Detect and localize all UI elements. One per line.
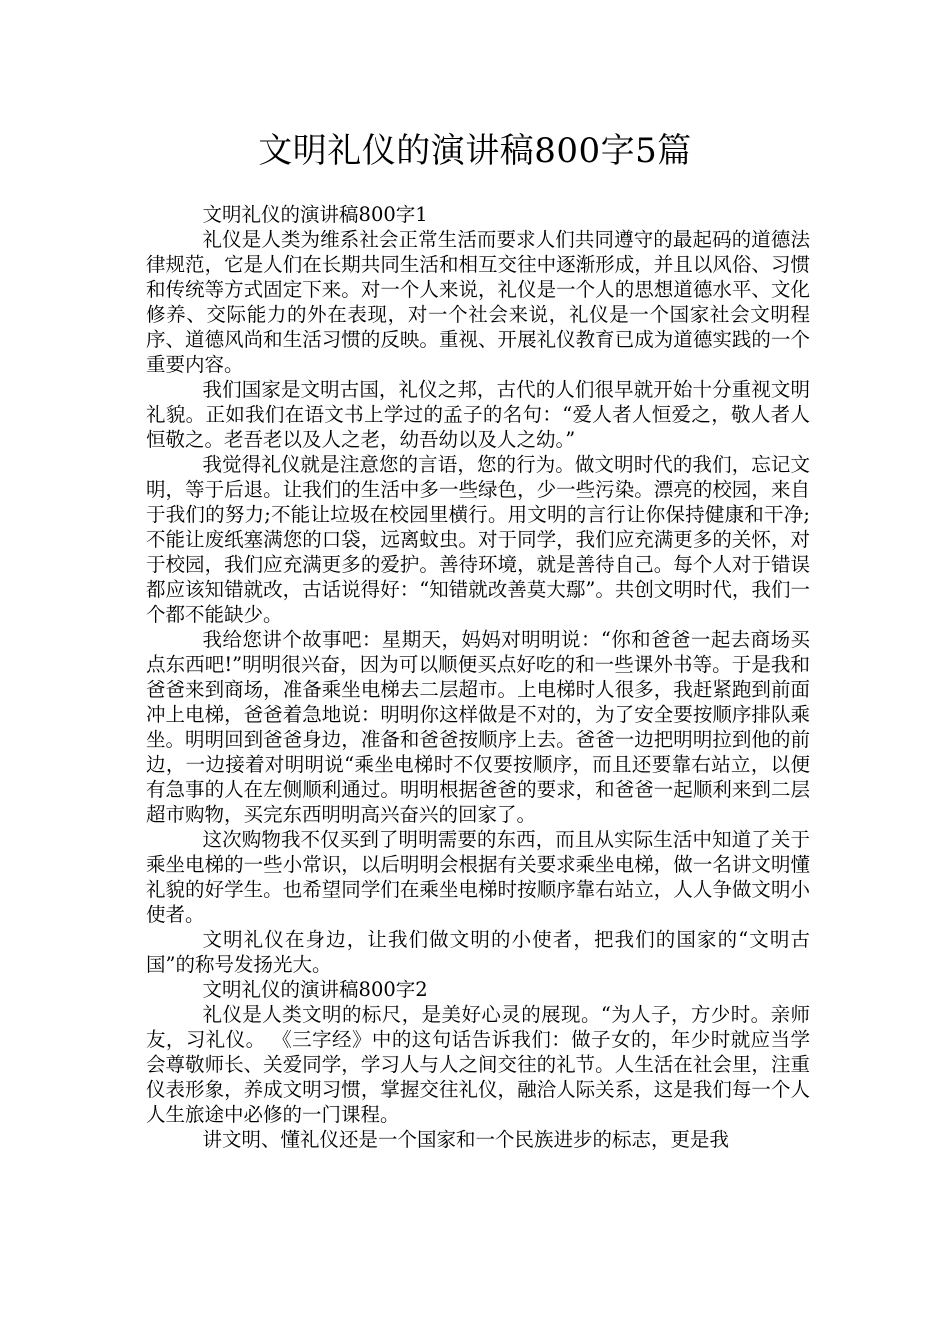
document-body (146, 202, 810, 1152)
paragraph: 文明礼仪在身边，让我们做文明的小使者，把我们的国家的“文明古国”的称号发扬光大。 (146, 928, 810, 976)
paragraph: 礼仪是人类文明的标尺，是美好心灵的展现。“为人子，方少时。亲师友，习礼仪。 《三字经》中的这句话告诉我们：做子女的，年少时就应当学会尊敬师长、关爱同学，学习人与人之间交往的礼节。人生活在社会里，注重仪表形象，养成文明习惯，掌握交往礼仪，融洽人际关系，这是我们每一个人人生旅途中必修的一门课程。 (146, 1003, 810, 1126)
section-heading-1: 文明礼仪的演讲稿800字1 (202, 203, 428, 226)
paragraph: 礼仪是人类为维系社会正常生活而要求人们共同遵守的最起码的道德法律规范，它是人们在长期共同生活和相互交往中逐渐形成，并且以风俗、习惯和传统等方式固定下来。对一个人来说，礼仪是一个人的思想道德水平、文化修养、交际能力的外在表现，对一个社会来说，礼仪是一个国家社会文明程序、道德风尚和生活习惯的反映。重视、开展礼仪教育已成为道德实践的一个重要内容。 (146, 228, 810, 376)
paragraph: 我们国家是文明古国，礼仪之邦，古代的人们很早就开始十分重视文明礼貌。正如我们在语文书上学过的孟子的名句：“爱人者人恒爱之，敬人者人恒敬之。老吾老以及人之老，幼吾幼以及人之幼。” (146, 378, 810, 451)
section-heading-2: 文明礼仪的演讲稿800字2 (202, 978, 428, 1001)
paragraph: 这次购物我不仅买到了明明需要的东西，而且从实际生活中知道了关于乘坐电梯的一些小常识，以后明明会根据有关要求乘坐电梯，做一名讲文明懂礼貌的好学生。也希望同学们在乘坐电梯时按顺序靠右站立，人人争做文明小使者。 (146, 828, 810, 926)
paragraph: 我觉得礼仪就是注意您的言语，您的行为。做文明时代的我们，忘记文明，等于后退。让我们的生活中多一些绿色，少一些污染。漂亮的校园，来自于我们的努力;不能让垃圾在校园里横行。用文明的言行让你保持健康和干净;不能让废纸塞满您的口袋，远离蚊虫。对于同学，我们应充满更多的关怀，对于校园，我们应充满更多的爱护。善待环境，就是善待自己。每个人对于错误都应该知错就改，古话说得好：“知错就改善莫大鄢”。共创文明时代，我们一个都不能缺少。 (146, 453, 810, 626)
document-title: 文明礼仪的演讲稿800字5篇 (258, 131, 692, 171)
paragraph: 讲文明、懂礼仪还是一个国家和一个民族进步的标志，更是我 (202, 1128, 730, 1151)
paragraph: 我给您讲个故事吧：星期天，妈妈对明明说：“你和爸爸一起去商场买点东西吧!”明明很兴奋，因为可以顺便买点好吃的和一些课外书等。于是我和爸爸来到商场，准备乘坐电梯去二层超市。上电梯时人很多，我赶紧跑到前面冲上电梯，爸爸着急地说：明明你这样做是不对的，为了安全要按顺序排队乘坐。明明回到爸爸身边，准备和爸爸按顺序上去。爸爸一边把明明拉到他的前边，一边接着对明明说“乘坐电梯时不仅要按顺序，而且还要靠右站立，以便有急事的人在左侧顺利通过。明明根据爸爸的要求，和爸爸一起顺利来到二层超市购物，买完东西明明高兴奋兴的回家了。 (146, 628, 810, 826)
